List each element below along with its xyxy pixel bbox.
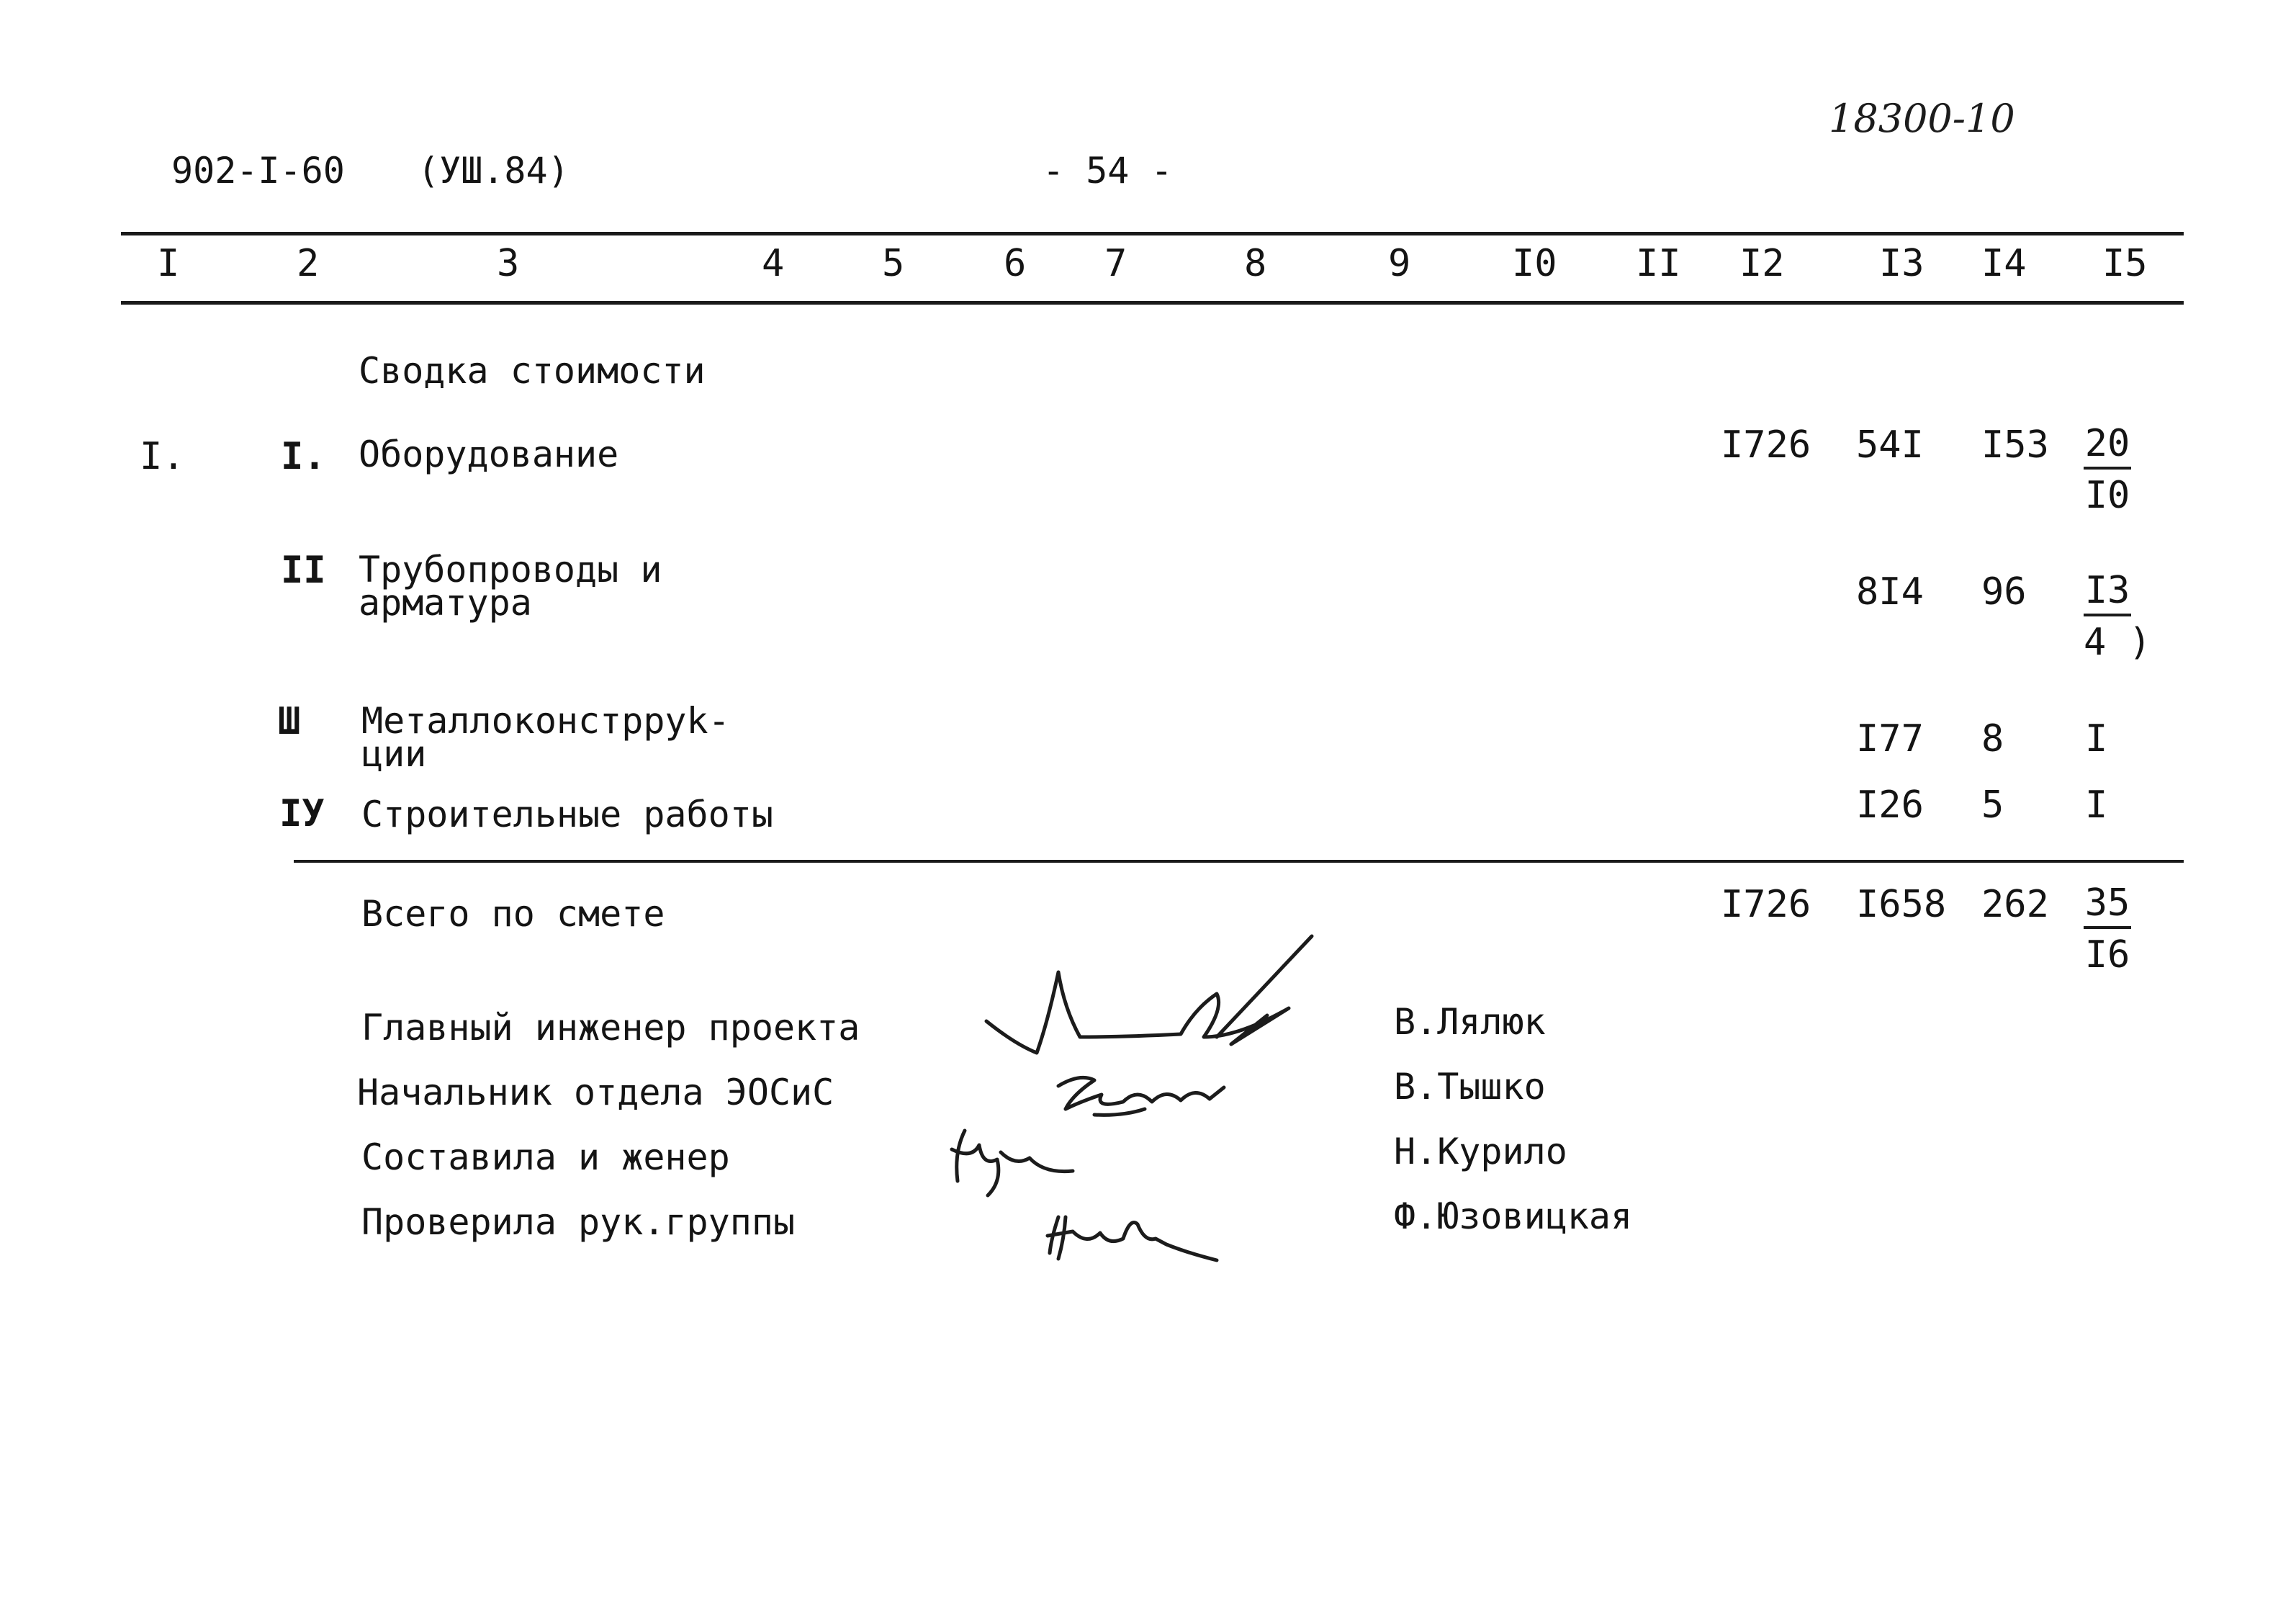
fraction-denominator: I0 — [2084, 474, 2130, 517]
column-header: I4 — [1981, 242, 2027, 285]
signature-role: Проверила рук.группы — [361, 1201, 796, 1243]
cell-col14: 5 — [1981, 784, 2004, 827]
column-header: 4 — [762, 242, 785, 285]
row-number: I. — [140, 435, 185, 478]
row-name: Оборудование — [359, 434, 619, 475]
cell-col13: I26 — [1856, 784, 1924, 827]
total-col13: I658 — [1856, 883, 1947, 926]
section-title: Сводка стоимости — [359, 350, 706, 392]
signature-role: Главный инженер проекта — [361, 1007, 860, 1049]
signature-role: Начальник отдела ЭОСиС — [357, 1072, 834, 1113]
row-subsection: II — [281, 549, 326, 592]
signature-mark-department-head — [1058, 1077, 1224, 1115]
document-reference: (УШ.84) — [418, 150, 570, 192]
row-name-line1: Металлоконстрруk- — [361, 700, 730, 742]
column-header: 5 — [882, 242, 905, 285]
signature-mark-compiler — [952, 1131, 1073, 1195]
column-header: 3 — [497, 242, 520, 285]
cell-col14: 8 — [1981, 717, 2004, 760]
cell-col14: I53 — [1981, 423, 2049, 467]
signature-mark-reviewer — [1048, 1217, 1217, 1260]
signature-name: Ф.Юзовицкая — [1394, 1195, 1633, 1237]
fraction-numerator: 20 — [2084, 425, 2131, 470]
column-header: 7 — [1104, 242, 1127, 285]
cell-col15: I — [2085, 717, 2108, 760]
total-col14: 262 — [1981, 883, 2049, 926]
signature-name: В.Тышко — [1394, 1066, 1546, 1108]
column-header: I5 — [2102, 242, 2148, 285]
cell-col15: I — [2085, 784, 2108, 827]
total-col12: I726 — [1721, 883, 1811, 926]
row-subsection: IУ — [279, 792, 325, 835]
signature-name: Н.Курило — [1394, 1131, 1567, 1172]
signature-name: В.Лялюк — [1394, 1001, 1546, 1043]
signature-role: Составила и женер — [361, 1136, 730, 1178]
page-number: - 54 - — [1043, 150, 1173, 192]
column-header: II — [1636, 242, 1681, 285]
column-header: 8 — [1244, 242, 1267, 285]
cell-col13: I77 — [1856, 717, 1924, 760]
handwritten-reference: 18300-10 — [1829, 96, 2015, 141]
cell-col14: 96 — [1981, 570, 2027, 614]
row-name: Строительные работы — [361, 794, 773, 835]
column-header: I2 — [1739, 242, 1785, 285]
column-header: 6 — [1004, 242, 1027, 285]
fraction-numerator: 35 — [2084, 884, 2131, 929]
document-code: 902-I-60 — [171, 150, 345, 192]
row-name-line2: арматура — [359, 582, 532, 624]
fraction-denominator: 4 ) — [2084, 621, 2151, 664]
fraction-denominator: I6 — [2084, 933, 2130, 977]
fraction-numerator: I3 — [2084, 572, 2131, 616]
column-header: I0 — [1512, 242, 1557, 285]
cell-col13: 8I4 — [1856, 570, 1924, 614]
column-header: 9 — [1388, 242, 1411, 285]
row-subsection: I. — [281, 435, 326, 478]
total-label: Всего по смете — [361, 893, 665, 935]
cell-col13: 54I — [1856, 423, 1924, 467]
column-header: I — [157, 242, 180, 285]
column-header: 2 — [297, 242, 320, 285]
signature-mark-chief-engineer — [986, 936, 1312, 1053]
row-name-line2: ции — [361, 733, 427, 775]
cell-col12: I726 — [1721, 423, 1811, 467]
row-name-line1: Трубопроводы и — [359, 549, 662, 591]
row-subsection: Ш — [278, 700, 301, 743]
column-header: I3 — [1879, 242, 1924, 285]
